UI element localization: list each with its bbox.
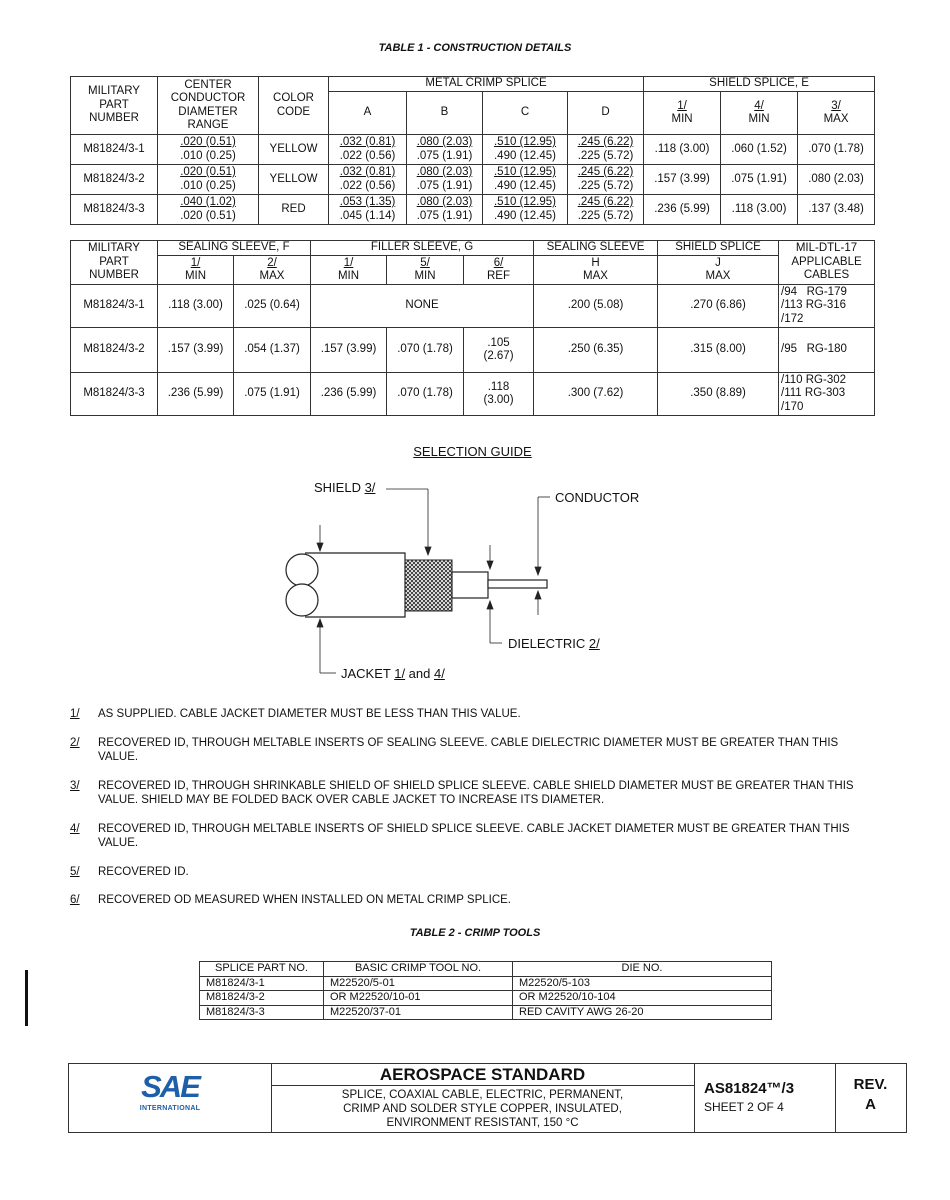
header-b: B bbox=[407, 92, 483, 135]
header-h: H MAX bbox=[534, 256, 658, 285]
header-j: J MAX bbox=[658, 256, 779, 285]
header-f2: 2/ MAX bbox=[234, 256, 311, 285]
table-row: M81824/3-1 M22520/5-01 M22520/5-103 bbox=[200, 976, 772, 991]
header-g1: 1/ MIN bbox=[311, 256, 387, 285]
table-row: M81824/3-1 .118 (3.00) .025 (0.64) NONE .200 (5.08) .270 (6.86) /94 RG-179 /113 RG-316 /172 bbox=[71, 285, 875, 328]
construction-table bbox=[70, 76, 875, 225]
dielectric-label: DIELECTRIC 2/ bbox=[508, 636, 600, 651]
header-a: A bbox=[329, 92, 407, 135]
sae-logo: SAE bbox=[141, 1069, 199, 1104]
header-sealing-f: SEALING SLEEVE, F bbox=[158, 241, 311, 256]
jacket-label: JACKET 1/ and 4/ bbox=[341, 666, 445, 681]
header-d: D bbox=[568, 92, 644, 135]
header-shield-splice-e: SHIELD SPLICE, E bbox=[644, 77, 875, 92]
conductor-shape bbox=[488, 580, 547, 588]
conductor-label: CONDUCTOR bbox=[555, 490, 640, 505]
table-row: M81824/3-2 OR M22520/10-01 OR M22520/10-104 bbox=[200, 991, 772, 1006]
header-metal-crimp: METAL CRIMP SPLICE bbox=[329, 77, 644, 92]
table-row: M81824/3-1 .020 (0.51) .010 (0.25) YELLOW .032 (0.81) .022 (0.56) .080 (2.03) .075 (1.91) .510 (12.95) .490 (12.45) .245 (6.22) .225 (5.72) .118 (3.00) .060 (1.52) .070 (1.78) bbox=[71, 135, 875, 165]
shield-label: SHIELD 3/ bbox=[314, 480, 376, 495]
note-item: 3/ RECOVERED ID, THROUGH SHRINKABLE SHIELD OF SHIELD SPLICE SLEEVE. CABLE SHIELD DIAMETER MUST BE GREATER THAN THIS VALUE. SHIELD MAY BE FOLDED BACK OVER CABLE JACKET TO INCREASE ITS DIAMETER. bbox=[70, 779, 854, 806]
document-description: SPLICE, COAXIAL CABLE, ELECTRIC, PERMANENT, CRIMP AND SOLDER STYLE COPPER, INSULATED, ENVIRONMENT RESISTANT, 150 °C bbox=[341, 1089, 624, 1129]
crimp-tools-table: SPLICE PART NO. BASIC CRIMP TOOL NO. DIE NO. M81824/3-1 M22520/5-01 M22520/5-103 M81824/3-2 OR M22520/10-01 OR M22520/10-104 M81824/3-3 M22520/37-01 RED CAVITY AWG 26-20 bbox=[199, 961, 772, 1020]
header-mil-part-2: MILITARY PART NUMBER bbox=[71, 241, 158, 285]
sheet-number: SHEET 2 OF 4 bbox=[704, 1100, 784, 1114]
header-color-code: COLOR CODE bbox=[259, 77, 329, 135]
table-row: M81824/3-2 .157 (3.99) .054 (1.37) .157 (3.99) .070 (1.78) .105 (2.67) .250 (6.35) .315 (8.00) /95 RG-180 bbox=[71, 328, 875, 373]
header-e1: 1/ MIN bbox=[644, 92, 721, 135]
header-sealing-h: SEALING SLEEVE bbox=[534, 241, 658, 256]
table2-title: TABLE 2 - CRIMP TOOLS bbox=[409, 927, 541, 939]
note-item: 2/ RECOVERED ID, THROUGH MELTABLE INSERTS OF SEALING SLEEVE. CABLE DIELECTRIC DIAMETER MUST BE GREATER THAN THIS VALUE. bbox=[70, 736, 839, 763]
table-row: M81824/3-2 .020 (0.51) .010 (0.25) YELLOW .032 (0.81) .022 (0.56) .080 (2.03) .075 (1.91) .510 (12.95) .490 (12.45) .245 (6.22) .225 (5.72) .157 (3.99) .075 (1.91) .080 (2.03) bbox=[71, 165, 875, 195]
header-c: C bbox=[483, 92, 568, 135]
header-shield-j: SHIELD SPLICE bbox=[658, 241, 779, 256]
note-item: 4/ RECOVERED ID, THROUGH MELTABLE INSERTS OF SHIELD SPLICE SLEEVE. CABLE JACKET DIAMETER MUST BE GREATER THAN THIS VALUE. bbox=[70, 822, 850, 849]
title-block bbox=[68, 1063, 907, 1133]
header-mil-dtl: MIL-DTL-17 APPLICABLE CABLES bbox=[779, 241, 875, 285]
rev-value: A bbox=[865, 1096, 876, 1113]
table-row: M81824/3-3 .040 (1.02) .020 (0.51) RED .053 (1.35) .045 (1.14) .080 (2.03) .075 (1.91) .510 (12.95) .490 (12.45) .245 (6.22) .225 (5.72) .236 (5.99) .118 (3.00) .137 (3.48) bbox=[71, 195, 875, 225]
note-item: 5/ RECOVERED ID. bbox=[70, 865, 189, 878]
description-cell bbox=[271, 1064, 695, 1132]
change-bar bbox=[25, 970, 28, 1026]
rev-label: REV. bbox=[853, 1076, 888, 1093]
header-filler-g: FILLER SLEEVE, G bbox=[311, 241, 534, 256]
header-center-conductor: CENTER CONDUCTOR DIAMETER RANGE bbox=[158, 77, 259, 135]
selection-guide-title: SELECTION GUIDE bbox=[413, 444, 532, 459]
doc-number: AS81824™/3 bbox=[704, 1080, 795, 1097]
header-f1: 1/ MIN bbox=[158, 256, 234, 285]
doc-number-cell bbox=[694, 1064, 836, 1132]
standard-title: AEROSPACE STANDARD bbox=[271, 1064, 694, 1086]
shield-shape bbox=[405, 560, 452, 611]
cable-diagram bbox=[270, 475, 670, 685]
header-mil-part: MILITARY PART NUMBER bbox=[71, 77, 158, 135]
table-row: M81824/3-3 .236 (5.99) .075 (1.91) .236 (5.99) .070 (1.78) .118 (3.00) .300 (7.62) .350 (8.89) /110 RG-302 /111 RG-303 /170 bbox=[71, 373, 875, 416]
sleeve-table bbox=[70, 240, 875, 416]
logo-cell bbox=[69, 1064, 272, 1132]
note-item: 1/ AS SUPPLIED. CABLE JACKET DIAMETER MUST BE LESS THAN THIS VALUE. bbox=[70, 708, 521, 720]
table1-title: TABLE 1 - CONSTRUCTION DETAILS bbox=[378, 42, 572, 54]
header-g3: 6/ REF bbox=[464, 256, 534, 285]
revision-cell bbox=[835, 1064, 906, 1132]
jacket-shape bbox=[286, 553, 405, 617]
note-item: 6/ RECOVERED OD MEASURED WHEN INSTALLED ON METAL CRIMP SPLICE. bbox=[70, 894, 512, 906]
header-e2: 4/ MIN bbox=[721, 92, 798, 135]
sae-logo-sub: INTERNATIONAL bbox=[139, 1105, 201, 1112]
dielectric-shape bbox=[452, 572, 488, 598]
header-e3: 3/ MAX bbox=[798, 92, 875, 135]
table-row: M81824/3-3 M22520/37-01 RED CAVITY AWG 26-20 bbox=[200, 1005, 772, 1020]
notes-list bbox=[70, 707, 880, 908]
header-g2: 5/ MIN bbox=[387, 256, 464, 285]
